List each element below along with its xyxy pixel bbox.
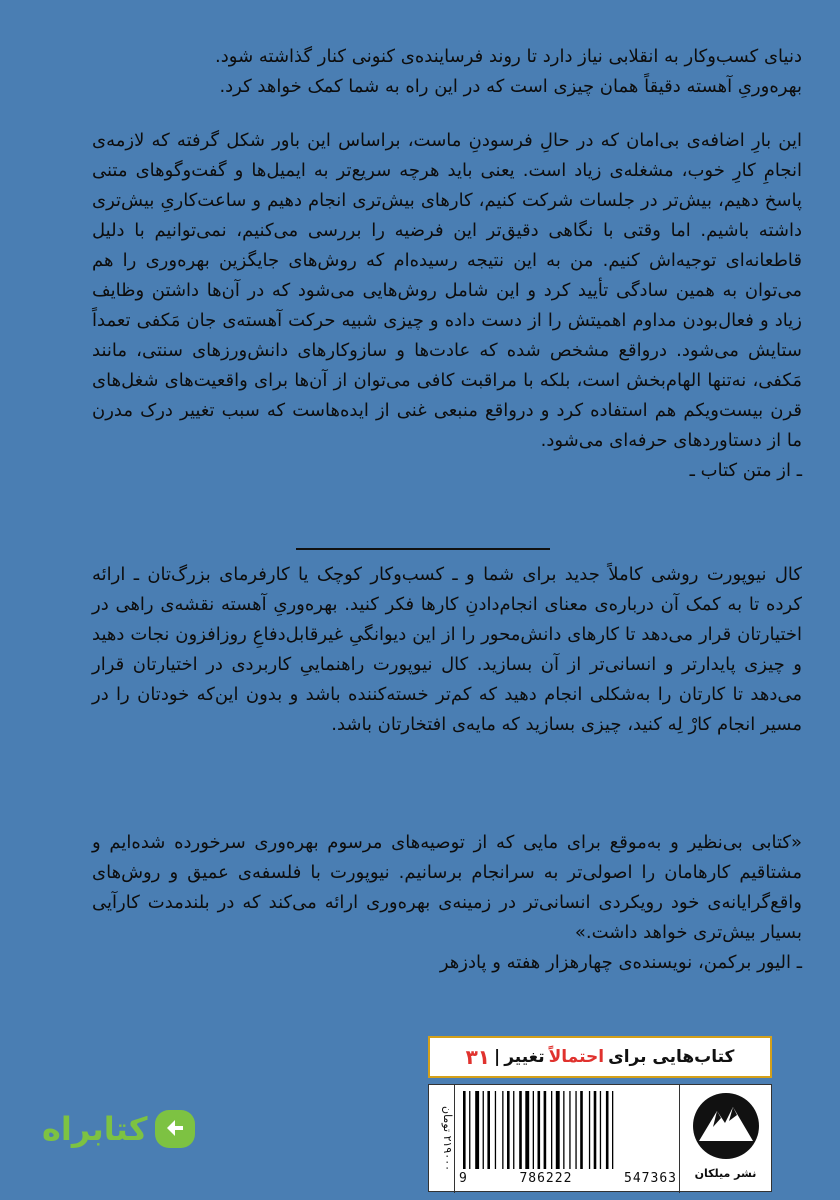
series-separator: |	[493, 1047, 501, 1067]
barcode-bar	[487, 1091, 490, 1169]
excerpt-attribution: ـ از متن کتاب ـ	[689, 460, 802, 481]
barcode-bar	[475, 1091, 479, 1169]
barcode-digit-group-2: 786222	[519, 1171, 573, 1186]
barcode-image	[463, 1091, 673, 1169]
barcode-bar	[563, 1091, 564, 1169]
barcode-bar	[569, 1091, 570, 1169]
description-body: کال نیوپورت روشی کاملاً جدید برای شما و ـ کسب‌وکار کوچک یا کارفرمای بزرگ‌تان ـ ارائه کرده تا به کمک آن درباره‌ی معنای انجام‌دادنِ کارها فکر کنید. بهره‌وریِ آهسته نقشه‌ی راهی در اختیارتان قرار می‌دهد تا کارهای دانش‌محور را از این دیوانگیِ غیرقابل‌دفاعِ روزافزون نجات دهید و چیزی پایدارتر و انسانی‌تر از آن بسازید. کال نیوپورت راهنماییِ کاربردی در اختیارتان قرار می‌دهد تا کارتان را به‌شکلی انجام دهید که کم‌تر خسته‌کننده باشد و بدون این‌که خودتان را در مسیر انجام کارْ لِه کنید، چیزی بسازید که مایه‌ی افتخارتان باشد.	[92, 564, 802, 735]
book-excerpt	[92, 126, 802, 486]
price-label: ۲۱۹۰۰۰ تومان	[429, 1085, 455, 1193]
brand-name: کتابراه	[42, 1110, 148, 1148]
review-quote: «کتابی بی‌نظیر و به‌موقع برای مایی که از توصیه‌های مرسوم بهره‌وری سرخورده شده‌ایم و مشتاقیم کارهامان را اصولی‌تر به سرانجام برسانیم. نیوپورت با فلسفه‌ی عمیق و روش‌های واقع‌گرایانه‌ی خود رویکردی انسانی‌تر در زمینه‌ی بهره‌وری ارائه می‌کند که در بلندمدت کارآیی بسیار بیش‌تری خواهد داشت.»	[92, 832, 802, 943]
barcode-bar	[575, 1091, 576, 1169]
excerpt-body: این بارِ اضافه‌ی بی‌امان که در حالِ فرسودنِ ماست، براساس این باور شکل گرفته که لازمه‌ی انجامِ کارِ خوب، مشغله‌ی زیاد است. یعنی باید هرچه سریع‌تر به ایمیل‌ها و گفت‌وگوهای متنی پاسخ دهیم، بیش‌تر در جلسات شرکت کنیم، کارهای بیش‌تری انجام دهیم و ساعت‌کاریِ بیش‌تری داشته باشیم. اما وقتی با نگاهی دقیق‌تر این فرضیه را بررسی می‌کنیم، نمی‌توانیم با دلیل قاطعانه‌ای توجیه‌اش کنیم. من به این نتیجه رسیده‌ام که روش‌های جایگزین بهره‌وری را هم می‌توان به همین سادگی تأیید کرد و این شامل روش‌هایی می‌شود که در آن‌ها داشتن وظایف زیاد و فعال‌بودن مداوم اهمیتش را از دست داده و چیزی شبیه حرکت آهسته‌ی جان مَکفی تعمداً ستایش می‌شود. درواقع مشخص شده که عادت‌ها و سازوکارهای دانش‌ورزهای سنتی، مانند مَکفی، نه‌تنها الهام‌بخش است، بلکه با مراقبت کافی می‌توان از آن‌ها برای واقعیت‌های شغل‌های قرن بیست‌ویکم هم استفاده کرد و درواقع منبعی غنی از ایده‌هاست که سبب تغییر درک مدرن ما از دستاوردهای حرفه‌ای می‌شود.	[92, 130, 802, 451]
barcode-bar	[551, 1091, 552, 1169]
barcode-digit-group-3: 547363	[624, 1171, 677, 1186]
book-description	[92, 560, 802, 740]
barcode-bar	[606, 1091, 609, 1169]
publisher-name: نشر میلکان	[694, 1167, 757, 1180]
intro-paragraph	[92, 42, 802, 102]
barcode-bar	[469, 1091, 470, 1169]
barcode-bar	[525, 1091, 529, 1169]
barcode-bar	[612, 1091, 613, 1169]
barcode-bar	[507, 1091, 510, 1169]
barcode-bar	[594, 1091, 597, 1169]
barcode-digit-group-1: 9	[459, 1171, 468, 1186]
barcode-bar	[556, 1091, 560, 1169]
barcode-bar	[580, 1091, 583, 1169]
barcode-bar	[600, 1091, 601, 1169]
barcode-bar	[544, 1091, 547, 1169]
barcode-bar	[483, 1091, 484, 1169]
section-divider	[296, 548, 550, 550]
barcode-bar	[533, 1091, 534, 1169]
series-number: ۳۱	[465, 1045, 490, 1069]
barcode-bar	[463, 1091, 466, 1169]
intro-line-1: دنیای کسب‌وکار به انقلابی نیاز دارد تا روند فرساینده‌ی کنونی کنار گذاشته شود.	[215, 46, 802, 67]
intro-line-2: بهره‌وریِ آهسته دقیقاً همان چیزی است که در این راه به شما کمک خواهد کرد.	[219, 76, 802, 97]
ketabrah-brand	[42, 1106, 199, 1152]
series-highlight: احتمالاً	[548, 1047, 605, 1067]
publisher-block	[679, 1085, 771, 1193]
series-suffix: تغییر	[504, 1047, 545, 1067]
barcode-digits	[459, 1171, 677, 1186]
barcode-bar	[519, 1091, 522, 1169]
barcode-bar	[538, 1091, 541, 1169]
ketabrah-logo-icon	[153, 1106, 199, 1152]
barcode-panel	[428, 1084, 772, 1192]
barcode-bar	[502, 1091, 503, 1169]
review-quote-block	[92, 828, 802, 978]
barcode-bar	[589, 1091, 590, 1169]
series-prefix: کتاب‌هایی برای	[608, 1047, 735, 1067]
series-label	[428, 1036, 772, 1078]
review-attribution: ـ الیور برکمن، نویسنده‌ی چهارهزار هفته و پادزهر	[439, 952, 802, 973]
publisher-mountain-logo-icon	[691, 1091, 761, 1161]
barcode-bar	[513, 1091, 514, 1169]
barcode-bar	[495, 1091, 496, 1169]
